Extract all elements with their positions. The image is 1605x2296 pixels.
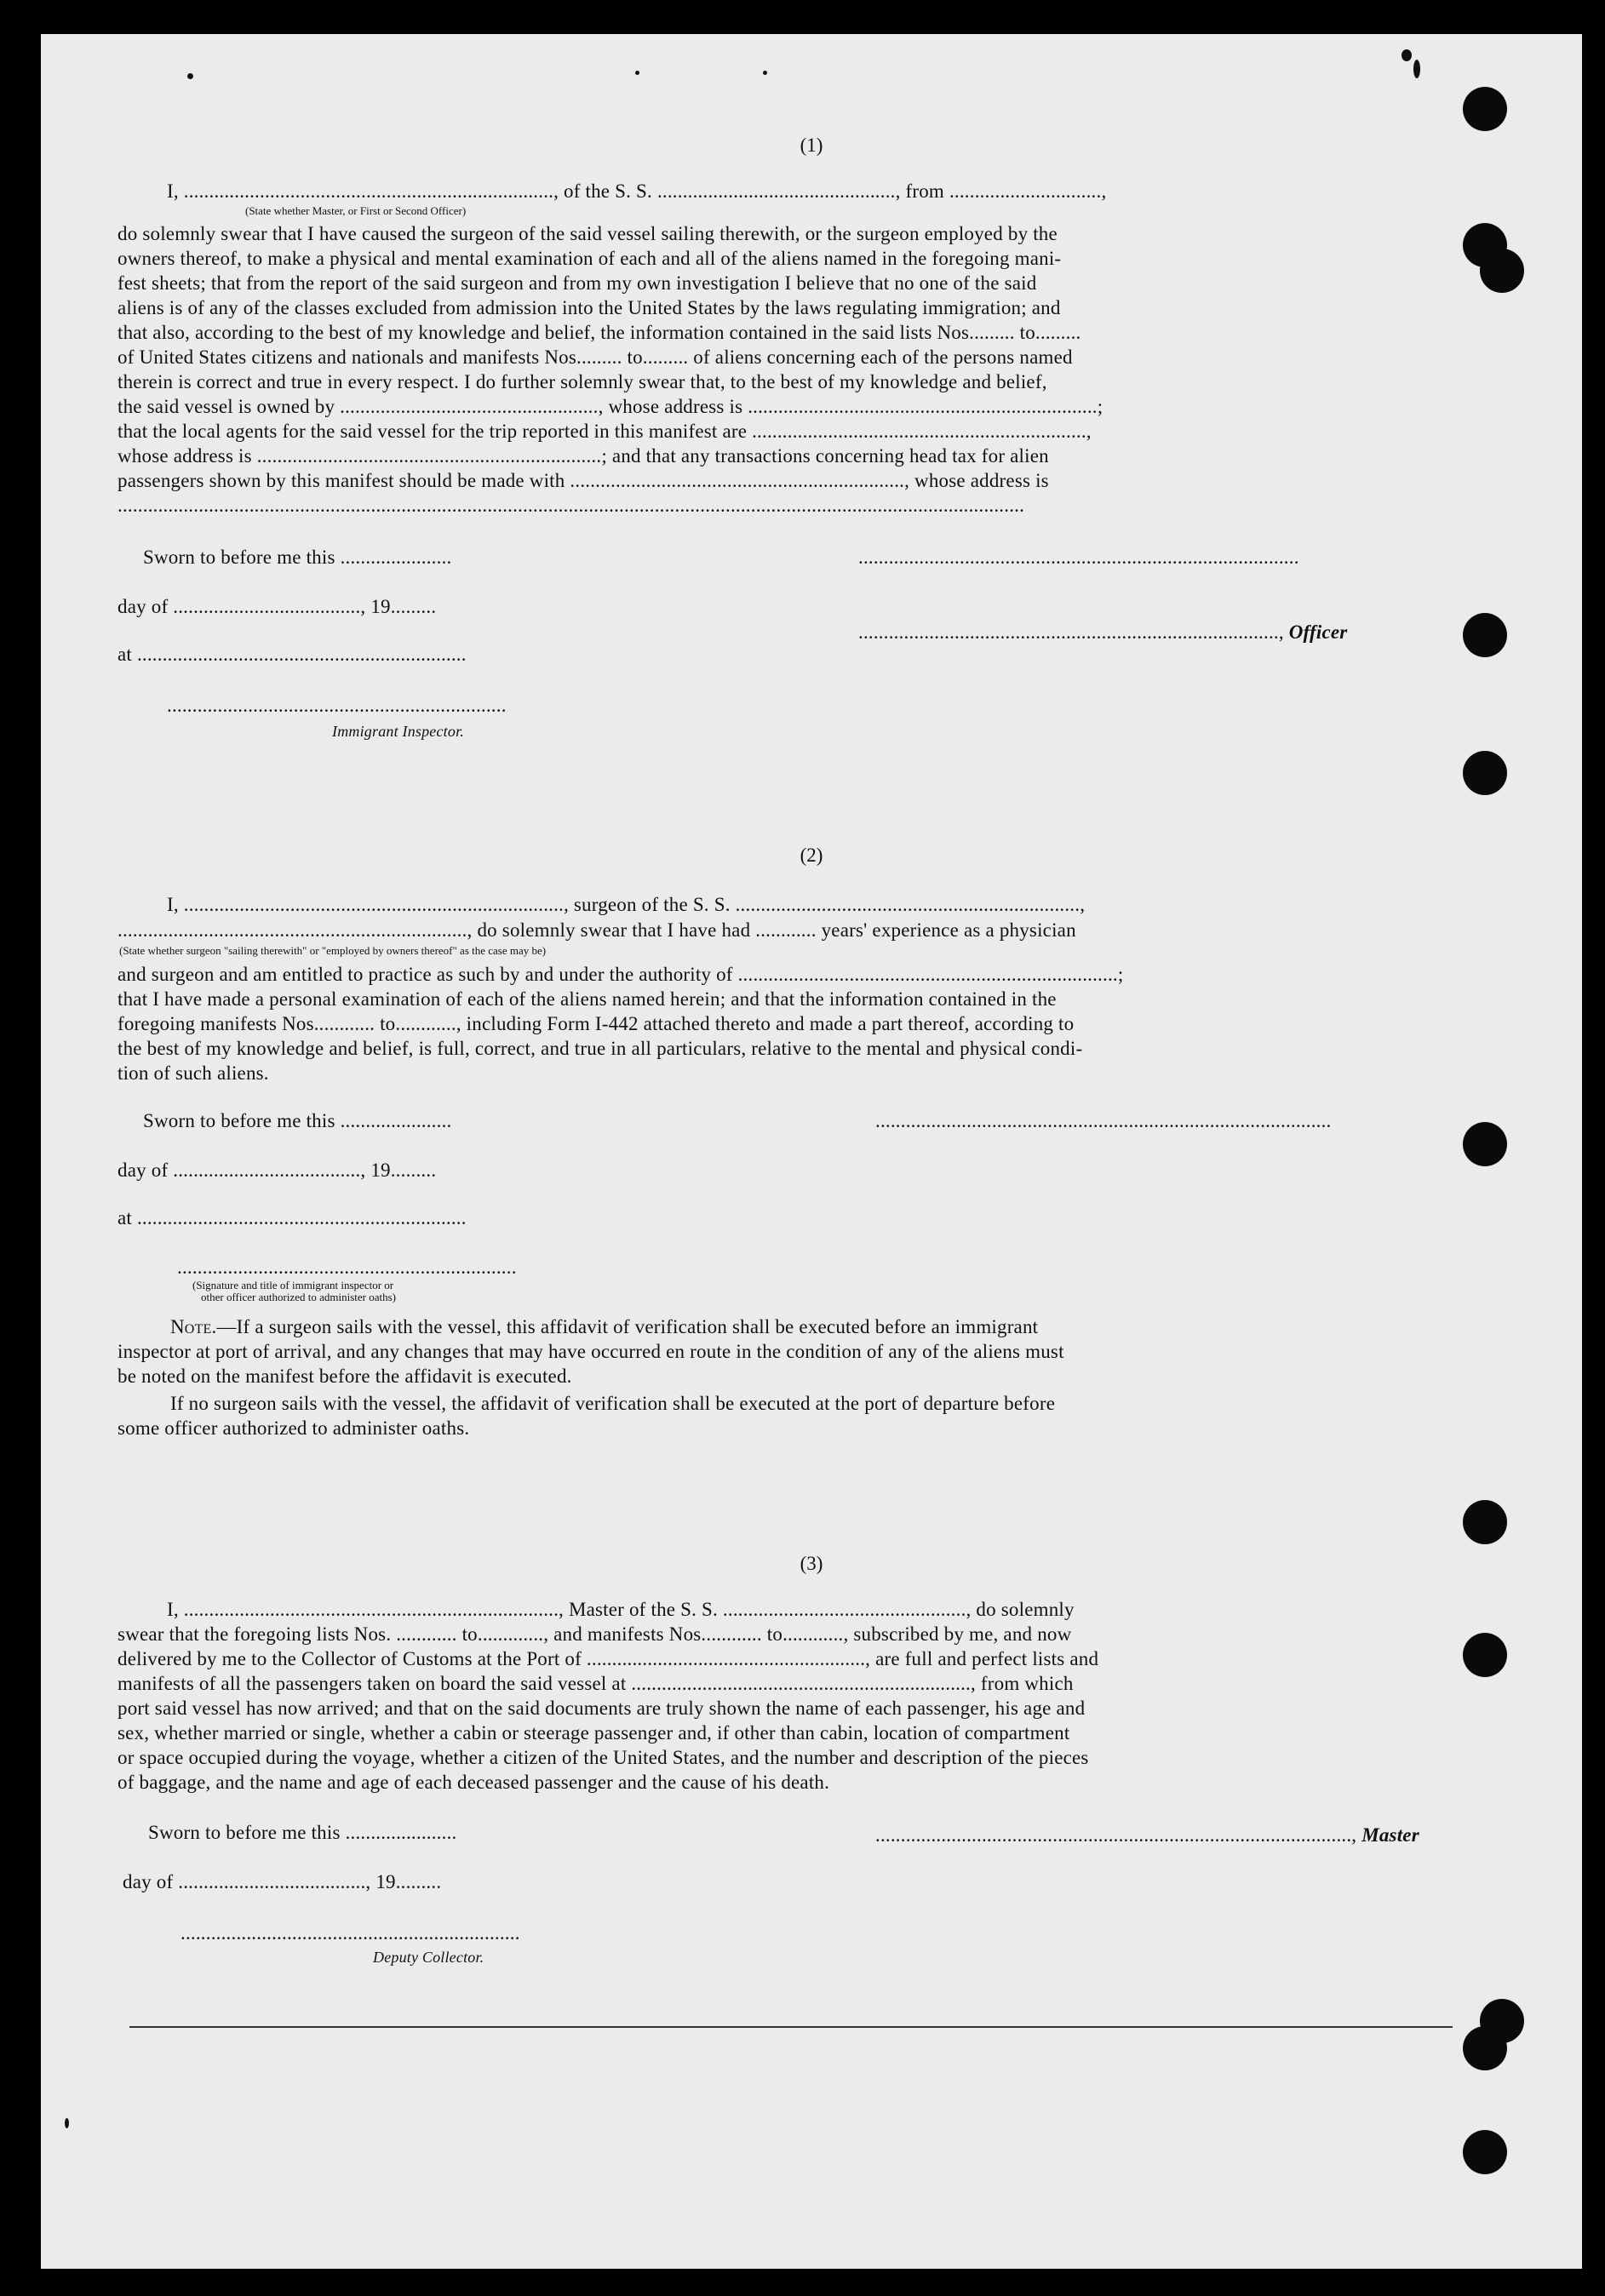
section-1-inspector-signature: ................................................................... (167, 695, 507, 716)
punch-hole (1463, 1633, 1507, 1677)
section-1-number: (1) (800, 135, 823, 156)
note-label: Note. (170, 1316, 217, 1337)
section-3-sworn-line: Sworn to before me this ...................... (148, 1822, 457, 1843)
section-3-collector-signature: ................................................................... (181, 1922, 520, 1944)
ink-speck (1402, 49, 1412, 61)
punch-hole (1463, 1500, 1507, 1544)
punch-hole (1463, 2026, 1507, 2070)
bottom-rule (129, 2026, 1453, 2028)
section-1-signature-line: ....................................................................................... (858, 547, 1299, 568)
ink-speck (187, 73, 193, 79)
ink-speck (65, 2118, 69, 2128)
note-line: be noted on the manifest before the affidavit is executed. (118, 1366, 572, 1387)
note-line: some officer authorized to administer oaths. (118, 1417, 470, 1439)
section-3-body-line: port said vessel has now arrived; and that on the said documents are truly shown the name of each passenger, his age and (118, 1698, 1086, 1719)
note-line: inspector at port of arrival, and any changes that may have occurred en route in the condition of any of the aliens must (118, 1341, 1064, 1362)
section-2-at-line: at ................................................................. (118, 1207, 467, 1228)
section-2-body-line: that I have made a personal examination of each of the aliens named herein; and that the information contained in the (118, 988, 1057, 1010)
section-1-day-line: day of ....................................., 19......... (118, 596, 437, 617)
section-2-sworn-line: Sworn to before me this ...................... (143, 1110, 452, 1131)
immigrant-inspector-label: Immigrant Inspector. (332, 723, 464, 740)
section-3-day-line: day of ....................................., 19......... (123, 1871, 442, 1892)
section-3-body-line: swear that the foregoing lists Nos. ............ to............., and manifests Nos............ to............, subscribed by me, and now (118, 1623, 1072, 1645)
punch-hole (1463, 751, 1507, 795)
section-1-body-line: passengers shown by this manifest should be made with .................................................................., whose address is (118, 470, 1049, 491)
ink-speck (635, 71, 639, 75)
punch-hole (1463, 613, 1507, 657)
section-2-experience-line: ....................................................................., do solemnly swear that I have had ............ years' experience as a physician (118, 919, 1076, 941)
section-2-surgeon-caption: (State whether surgeon "sailing therewith" or "employed by owners thereof" as the case may be) (119, 944, 547, 957)
section-1-body-line: owners thereof, to make a physical and mental examination of each and all of the aliens named in the foregoing mani- (118, 248, 1062, 269)
ink-speck (1413, 60, 1420, 78)
section-3-master-dots: .............................................................................................., (875, 1824, 1362, 1846)
section-1-body-line: aliens is of any of the classes excluded from admission into the United States by the laws regulating immigration; and (118, 297, 1061, 318)
punch-hole (1463, 1122, 1507, 1166)
note-line: If no surgeon sails with the vessel, the affidavit of verification shall be executed at the port of departure before (170, 1393, 1056, 1414)
section-3-body-line: delivered by me to the Collector of Customs at the Port of ......................................................., are full and perfect lists and (118, 1648, 1099, 1669)
section-3-master-line (875, 1824, 1419, 1847)
note-line (170, 1316, 1038, 1338)
section-1-body-line: that also, according to the best of my knowledge and belief, the information contained in the said lists Nos......... to......... (118, 322, 1081, 343)
section-1-intro-line: I, ........................................................................., of the S. S. ..............................................., from .............................., (167, 180, 1107, 202)
deputy-collector-label: Deputy Collector. (373, 1949, 484, 1966)
section-3-body-line: manifests of all the passengers taken on board the said vessel at ..................................................................., from which (118, 1673, 1074, 1694)
section-1-body-line: whose address is ....................................................................; and that any transactions concerning head tax for alien (118, 445, 1049, 467)
section-2-body-line: foregoing manifests Nos............ to............, including Form I-442 attached thereto and made a part thereof, according to (118, 1013, 1075, 1034)
section-2-intro-line: I, ..........................................................................., surgeon of the S. S. ...................................................................., (167, 894, 1086, 915)
section-1-body-line: that the local agents for the said vessel for the trip reported in this manifest are .................................................................., (118, 421, 1092, 442)
form-page (41, 34, 1582, 2269)
master-label: Master (1361, 1824, 1419, 1846)
section-3-body-line: sex, whether married or single, whether a cabin or steerage passenger and, if other than cabin, location of compartment (118, 1722, 1070, 1743)
section-2-body-line: and surgeon and am entitled to practice as such by and under the authority of ...........................................................................; (118, 964, 1124, 985)
section-2-body-line: the best of my knowledge and belief, is full, correct, and true in all particulars, relative to the mental and physical condi- (118, 1038, 1083, 1059)
officer-label: Officer (1288, 621, 1348, 643)
section-2-body-line: tion of such aliens. (118, 1062, 269, 1084)
section-2-number: (2) (800, 845, 823, 866)
section-1-at-line: at ................................................................. (118, 644, 467, 665)
section-1-body-line: ................................................................................................................................................................................... (118, 495, 1025, 516)
punch-hole (1463, 2130, 1507, 2174)
section-1-body-line: of United States citizens and nationals and manifests Nos......... to......... of aliens concerning each of the persons named (118, 346, 1073, 368)
section-2-signature-caption: (Signature and title of immigrant inspector or (192, 1279, 394, 1291)
section-1-body-line: do solemnly swear that I have caused the surgeon of the said vessel sailing therewith, or the surgeon employed by the (118, 223, 1058, 244)
section-2-signature-caption: other officer authorized to administer oaths) (201, 1291, 396, 1303)
section-1-officer-caption: (State whether Master, or First or Second Officer) (245, 204, 467, 217)
section-3-body-line: of baggage, and the name and age of each deceased passenger and the cause of his death. (118, 1772, 830, 1793)
punch-hole (1480, 249, 1524, 293)
section-1-sworn-line: Sworn to before me this ...................... (143, 547, 452, 568)
section-1-officer-line (858, 621, 1347, 644)
section-1-body-line: therein is correct and true in every respect. I do further solemnly swear that, to the best of my knowledge and belief, (118, 371, 1047, 392)
section-1-body-line: the said vessel is owned by ..................................................., whose address is .....................................................................; (118, 396, 1103, 417)
section-2-signature-line: .......................................................................................... (875, 1110, 1332, 1131)
punch-hole (1463, 87, 1507, 131)
section-3-body-line: I, .........................................................................., Master of the S. S. ................................................, do solemnly (167, 1599, 1075, 1620)
note-text: —If a surgeon sails with the vessel, this affidavit of verification shall be executed before an immigrant (216, 1316, 1039, 1337)
section-2-day-line: day of ....................................., 19......... (118, 1159, 437, 1181)
ink-speck (763, 71, 767, 75)
section-1-body-line: fest sheets; that from the report of the said surgeon and from my own investigation I believe that no one of the said (118, 272, 1037, 294)
section-1-officer-dots: ..................................................................................., (858, 621, 1289, 643)
section-2-inspector-signature: ................................................................... (177, 1257, 517, 1278)
section-3-number: (3) (800, 1553, 823, 1574)
section-3-body-line: or space occupied during the voyage, whether a citizen of the United States, and the number and description of the pieces (118, 1747, 1089, 1768)
